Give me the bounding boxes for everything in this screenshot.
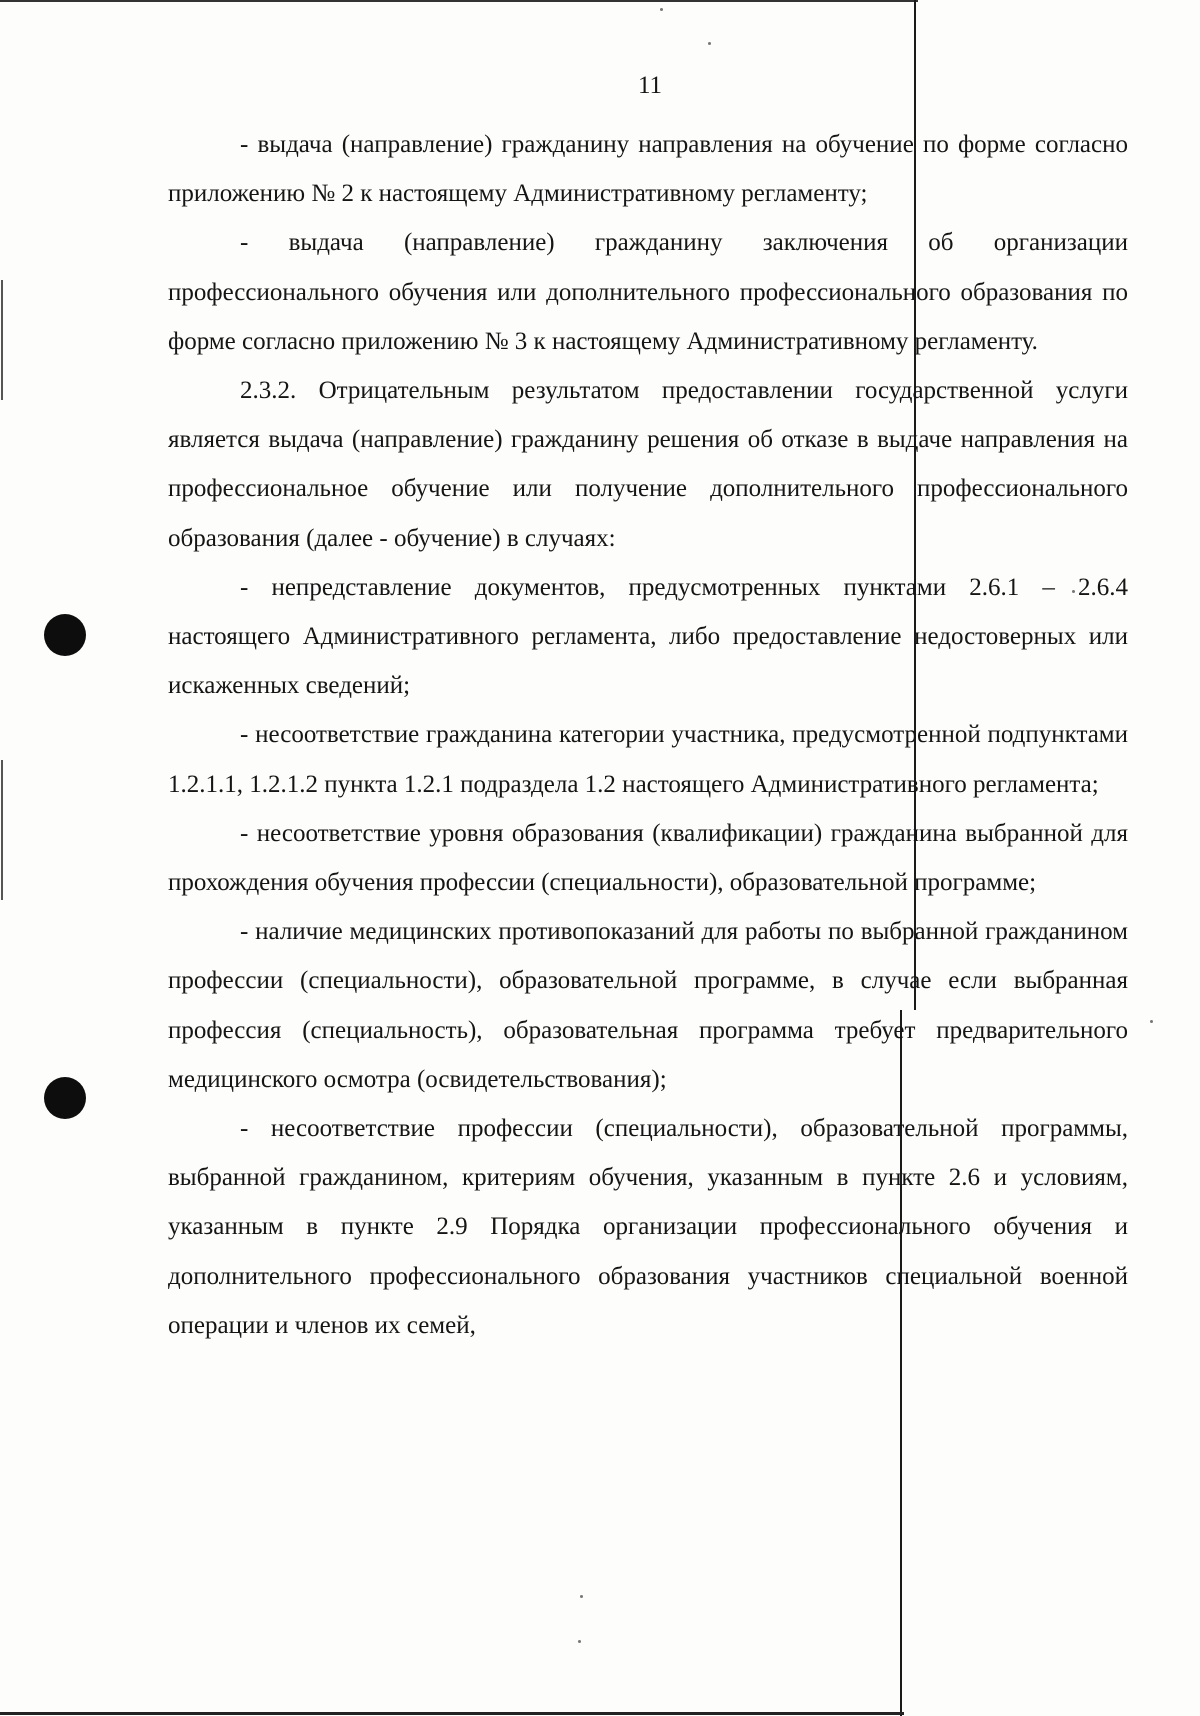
scan-margin-mark: [1, 760, 3, 900]
scan-bottom-edge: [0, 1712, 904, 1715]
paragraph-referral-issue: - выдача (направление) гражданину направления на обучение по форме согласно приложению № 2 к настоящему Административному регламенту;: [168, 131, 1128, 208]
paragraph-education-mismatch: - несоответствие уровня образования (квалификации) гражданина выбранной для прохождения обучения профессии (специальности), образовательной программе;: [168, 819, 1128, 897]
paragraph-profession-mismatch: - несоответствие профессии (специальности), образовательной программы, выбранной гражданином, критериям обучения, указанным в пункте 2.6 и условиям, указанным в пункте 2.9 Порядка организации профессионального обучения и дополнительного профессионального образования участников специальной военной операции и членов их семей,: [168, 1115, 1128, 1339]
scan-top-edge: [0, 0, 918, 2]
punch-hole: [44, 1077, 86, 1119]
document-body: [168, 120, 1128, 1350]
punch-hole: [44, 614, 86, 656]
scan-speck: [578, 1640, 581, 1643]
paragraph-category-mismatch: - несоответствие гражданина категории участника, предусмотренной подпунктами 1.2.1.1, 1.2.1.2 пункта 1.2.1 подраздела 1.2 настоящего Административного регламента;: [168, 721, 1128, 798]
paragraph-conclusion-issue: - выдача (направление) гражданину заключения об организации профессионального обучения или дополнительного профессионального образования по форме согласно приложению № 3 к настоящему Административному регламенту.: [168, 229, 1128, 355]
paragraph-missing-documents: - непредставление документов, предусмотренных пунктами 2.6.1 – 2.6.4 настоящего Административного регламента, либо предоставление недостоверных или искаженных сведений;: [168, 573, 1128, 700]
scan-speck: [708, 42, 711, 45]
scan-margin-mark: [1, 280, 3, 400]
scan-speck: [1150, 1020, 1153, 1023]
scan-speck: [580, 1595, 583, 1598]
paragraph-negative-result: 2.3.2. Отрицательным результатом предоставлении государственной услуги является выдача (направление) гражданину решения об отказе в выдаче направления на профессиональное обучение или получение дополнительного профессионального образования (далее - обучение) в случаях:: [168, 377, 1128, 552]
page-number: 11: [637, 72, 663, 99]
paragraph-medical-contraindications: - наличие медицинских противопоказаний для работы по выбранной гражданином профессии (специальности), образовательной программе, в случае если выбранная профессия (специальность), образовательная программа требует предварительного медицинского осмотра (освидетельствования);: [168, 918, 1128, 1093]
scan-speck: [660, 8, 663, 11]
